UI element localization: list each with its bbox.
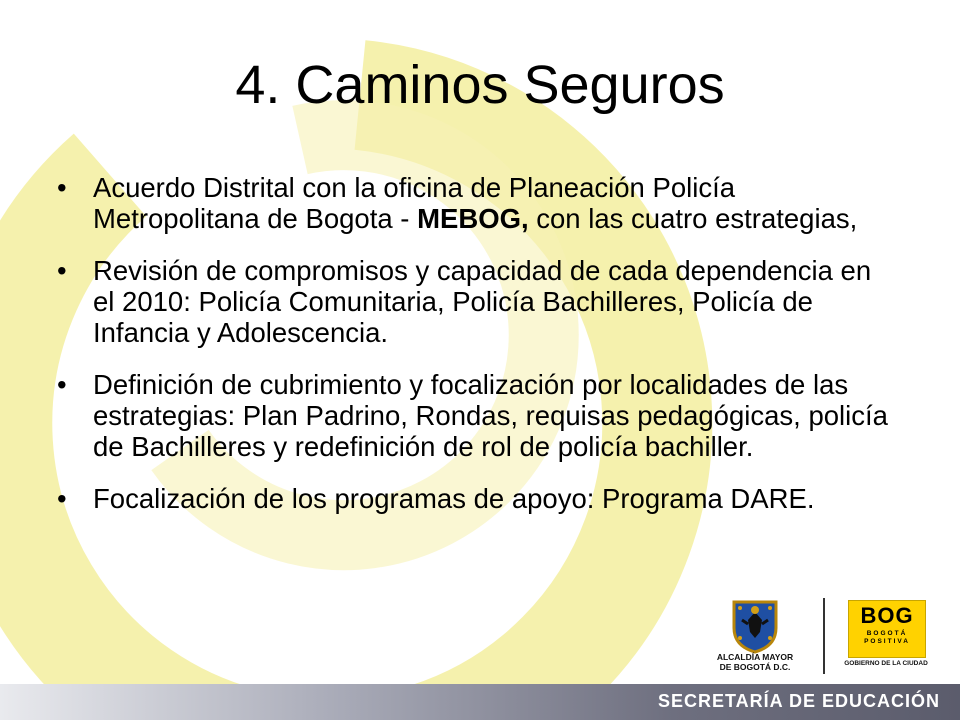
bullet-text: Definición de cubrimiento y focalización por localidades de las estrategias: Plan Padrino, Rondas, requisas pedagógicas, policía de Bachilleres y redefinición de rol de policía bachiller. (93, 369, 888, 462)
bullet-dot: • (57, 172, 67, 203)
footer-title: SECRETARÍA DE EDUCACIÓN (657, 691, 940, 711)
bog-sub-line-2: POSITIVA (864, 638, 910, 645)
bullet-item (57, 369, 897, 462)
alcaldia-label (710, 652, 800, 672)
bog-subtitle (849, 630, 925, 646)
bullet-item (57, 483, 897, 514)
bullet-dot: • (57, 483, 67, 514)
logo-divider (823, 598, 825, 674)
bog-sub-line-1: BOGOTÁ (866, 630, 908, 637)
bullet-dot: • (57, 369, 67, 400)
bullet-item (57, 172, 897, 234)
slide-title: 4. Caminos Seguros (235, 55, 725, 115)
alcaldia-line-1: ALCALDÍA MAYOR (716, 652, 794, 662)
bullet-text: Revisión de compromisos y capacidad de cada dependencia en el 2010: Policía Comunitaria, Policía Bachilleres, Policía de Infancia y Adolescencia. (93, 255, 872, 348)
bullet-dot: • (57, 255, 67, 286)
gobierno-label: GOBIERNO DE LA CIUDAD (844, 660, 928, 667)
footer-bar (0, 684, 960, 720)
bullet-text: Acuerdo Distrital con la oficina de Planeación Policía Metropolitana de Bogota - (93, 172, 736, 234)
bogota-positiva-logo (848, 600, 926, 658)
bullet-text: Focalización de los programas de apoyo: Programa DARE. (93, 483, 815, 514)
logo-group (710, 596, 930, 680)
bullet-text-continued: con las cuatro estrategias, (528, 203, 858, 234)
bullet-list (57, 172, 897, 535)
bog-wordmark: BOG (860, 603, 914, 628)
bullet-bold-text: MEBOG, (417, 203, 529, 234)
bogota-coat-of-arms-icon (730, 598, 780, 654)
bullet-item (57, 255, 897, 348)
alcaldia-line-2: DE BOGOTÁ D.C. (719, 662, 791, 672)
